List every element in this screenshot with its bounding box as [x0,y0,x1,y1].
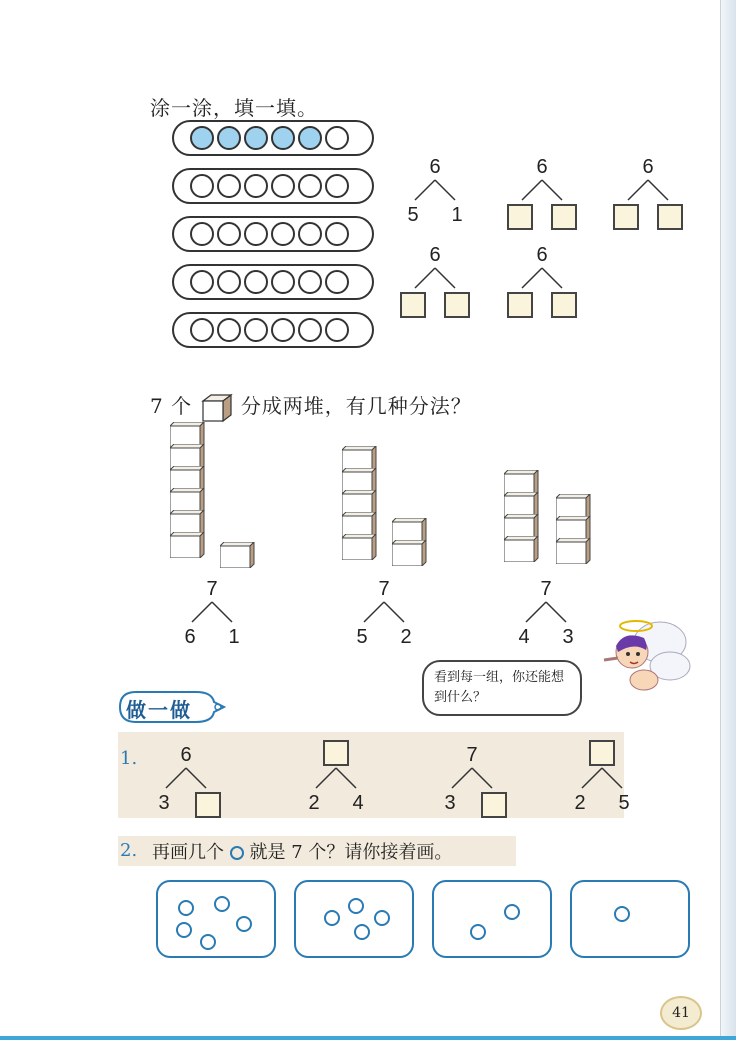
empty-circle[interactable] [244,174,268,198]
empty-circle[interactable] [271,174,295,198]
answer-box[interactable] [481,792,507,818]
bond-left: 5 [356,626,368,648]
bond-top: 7 [378,578,390,600]
cube-icon [504,536,536,560]
empty-circle[interactable] [325,270,349,294]
cube-icon [170,444,202,468]
bond-1-5 [502,244,582,330]
cube-icon [342,446,374,470]
cube-icon [504,492,536,516]
empty-circle[interactable] [244,318,268,342]
drawn-circle [200,934,216,950]
drawn-circle [614,906,630,922]
bond-left: 2 [574,792,586,814]
bond-1-1 [395,156,475,242]
cube-icon [342,512,374,536]
drawn-circle [504,904,520,920]
drawing-box[interactable] [570,880,690,958]
bond-right: 4 [352,792,364,814]
practice-bond-2 [296,744,376,830]
practice-title: 做一做 [126,698,192,722]
empty-circle[interactable] [217,174,241,198]
bond-right: 3 [562,626,574,648]
bond-right: 1 [451,204,463,226]
cube-stack [392,518,424,564]
cube-icon [504,470,536,494]
empty-circle[interactable] [298,222,322,246]
empty-circle[interactable] [271,222,295,246]
empty-circle[interactable] [217,318,241,342]
answer-box[interactable] [551,292,577,318]
empty-circle[interactable] [190,270,214,294]
answer-box[interactable] [657,204,683,230]
empty-circle[interactable] [244,222,268,246]
section2-question [150,390,472,423]
bond-1-4 [395,244,475,330]
circle-row [172,312,374,348]
page-edge [720,0,736,1040]
bond-top: 6 [642,156,654,178]
empty-circle[interactable] [325,318,349,342]
cube-icon [170,422,202,446]
cube-stack [504,470,536,560]
bond-1-2 [502,156,582,242]
question2-text [152,838,452,864]
cube-stack [170,422,202,556]
cube-icon [170,488,202,512]
cube-icon [556,538,588,562]
practice-bond-4 [562,744,642,830]
cube-icon [220,542,252,566]
cube-icon [342,468,374,492]
cube-icon [342,534,374,558]
cube-icon [170,510,202,534]
bottom-rule [0,1036,736,1040]
cube-icon [504,514,536,538]
cube-stack [556,494,588,562]
cube-icon [170,466,202,490]
bond-left: 3 [444,792,456,814]
practice-bond-1 [146,744,226,830]
bond-left: 6 [184,626,196,648]
answer-box[interactable] [507,292,533,318]
question1-number: 1. [120,748,138,769]
answer-box[interactable] [507,204,533,230]
bond-top: 6 [429,156,441,178]
speech-bubble: 看到每一组，你还能想到什么？ [422,660,582,716]
empty-circle[interactable] [325,222,349,246]
cube-icon [199,393,233,423]
drawing-box[interactable] [294,880,414,958]
circle-row [172,216,374,252]
circle-row [172,264,374,300]
bond-left: 5 [407,204,419,226]
cube-icon [556,494,588,518]
drawn-circle [470,924,486,940]
drawn-circle [236,916,252,932]
empty-circle[interactable] [298,174,322,198]
drawn-circle [178,900,194,916]
bond-top: 6 [536,244,548,266]
answer-box[interactable] [195,792,221,818]
drawing-box[interactable] [432,880,552,958]
bond-left: 2 [308,792,320,814]
filled-circle[interactable] [271,126,295,150]
bond-top: 6 [536,156,548,178]
drawn-circle [324,910,340,926]
circle-row [172,168,374,204]
q2-suffix: 就是 7 个？请你接着画。 [249,842,453,863]
empty-circle[interactable] [325,126,349,150]
circle-icon [230,846,244,860]
drawn-circle [374,910,390,926]
answer-box[interactable] [613,204,639,230]
empty-circle[interactable] [298,270,322,294]
drawn-circle [176,922,192,938]
cube-icon [392,518,424,542]
cube-stack [342,446,374,558]
drawn-circle [354,924,370,940]
answer-box[interactable] [551,204,577,230]
bond-right: 5 [618,792,630,814]
empty-circle[interactable] [190,318,214,342]
bond-right: 1 [228,626,240,648]
question-suffix: 分成两堆，有几种分法？ [240,394,472,418]
answer-box[interactable] [323,740,349,766]
bond-top: 7 [206,578,218,600]
cube-icon [342,490,374,514]
filled-circle[interactable] [244,126,268,150]
empty-circle[interactable] [298,318,322,342]
cube-icon [556,516,588,540]
bond-top: 6 [180,744,192,766]
cube-stack [220,542,252,566]
split-bond-3 [506,578,586,664]
bond-top: 7 [540,578,552,600]
empty-circle[interactable] [190,222,214,246]
question2-number: 2. [120,840,138,861]
empty-circle[interactable] [217,270,241,294]
empty-circle[interactable] [217,222,241,246]
drawn-circle [348,898,364,914]
filled-circle[interactable] [298,126,322,150]
circle-row [172,120,374,156]
filled-circle[interactable] [217,126,241,150]
split-bond-2 [344,578,424,664]
empty-circle[interactable] [244,270,268,294]
question-prefix: 7 个 [150,394,193,418]
section1-instruction: 涂一涂，填一填。 [150,96,318,120]
answer-box[interactable] [444,292,470,318]
drawn-circle [214,896,230,912]
bond-left: 3 [158,792,170,814]
bond-right: 2 [400,626,412,648]
empty-circle[interactable] [271,270,295,294]
empty-circle[interactable] [271,318,295,342]
bond-1-3 [608,156,688,242]
drawing-box[interactable] [156,880,276,958]
cube-icon [392,540,424,564]
practice-bond-3 [432,744,512,830]
cube-icon [170,532,202,556]
q2-prefix: 再画几个 [152,842,224,863]
bond-left: 4 [518,626,530,648]
filled-circle[interactable] [190,126,214,150]
bond-top: 7 [466,744,478,766]
bond-top: 6 [429,244,441,266]
empty-circle[interactable] [190,174,214,198]
page-number: 41 [660,996,702,1030]
split-bond-1 [172,578,252,664]
answer-box[interactable] [589,740,615,766]
empty-circle[interactable] [325,174,349,198]
angel-character-illustration [588,608,698,700]
answer-box[interactable] [400,292,426,318]
